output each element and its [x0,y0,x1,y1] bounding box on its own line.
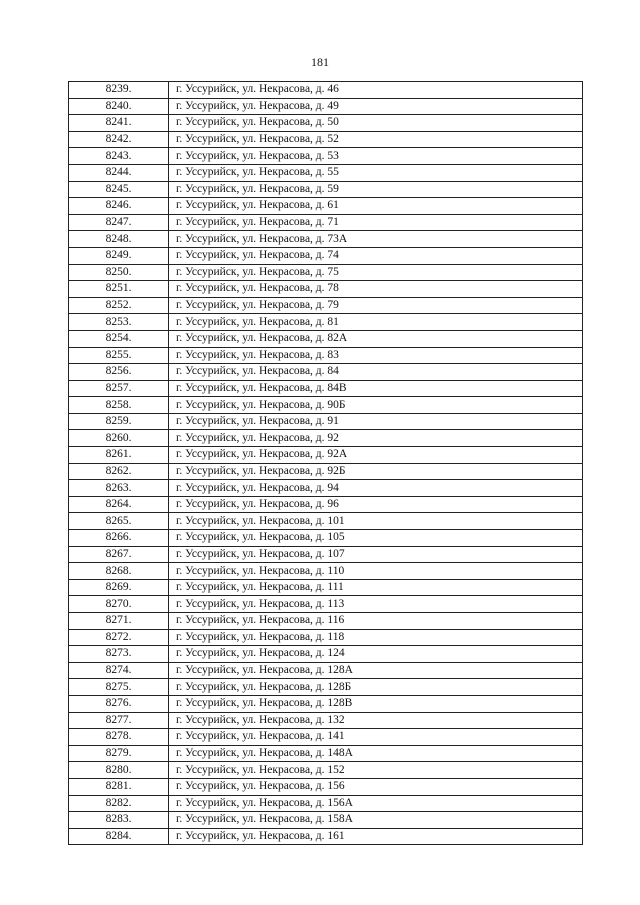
address-cell: г. Уссурийск, ул. Некрасова, д. 92 [169,430,583,447]
table-row [69,247,583,264]
row-number-cell: 8272. [69,629,169,646]
table-row [69,712,583,729]
table-row [69,181,583,198]
address-cell: г. Уссурийск, ул. Некрасова, д. 116 [169,613,583,630]
row-number-cell: 8257. [69,380,169,397]
address-cell: г. Уссурийск, ул. Некрасова, д. 53 [169,148,583,165]
row-number-cell: 8284. [69,828,169,845]
row-number-cell: 8251. [69,281,169,298]
row-number-cell: 8270. [69,596,169,613]
address-cell: г. Уссурийск, ул. Некрасова, д. 128В [169,695,583,712]
table-row [69,762,583,779]
row-number-cell: 8250. [69,264,169,281]
table-row [69,513,583,530]
table-row [69,828,583,845]
table-row [69,264,583,281]
row-number-cell: 8244. [69,164,169,181]
row-number-cell: 8281. [69,778,169,795]
address-cell: г. Уссурийск, ул. Некрасова, д. 71 [169,214,583,231]
address-table [68,81,583,845]
row-number-cell: 8282. [69,795,169,812]
address-cell: г. Уссурийск, ул. Некрасова, д. 113 [169,596,583,613]
row-number-cell: 8260. [69,430,169,447]
address-cell: г. Уссурийск, ул. Некрасова, д. 101 [169,513,583,530]
address-cell: г. Уссурийск, ул. Некрасова, д. 74 [169,247,583,264]
table-row [69,148,583,165]
address-cell: г. Уссурийск, ул. Некрасова, д. 96 [169,496,583,513]
table-row [69,613,583,630]
table-row [69,397,583,414]
address-cell: г. Уссурийск, ул. Некрасова, д. 82А [169,330,583,347]
table-row [69,380,583,397]
row-number-cell: 8267. [69,546,169,563]
table-row [69,447,583,464]
row-number-cell: 8283. [69,812,169,829]
table-row [69,297,583,314]
address-cell: г. Уссурийск, ул. Некрасова, д. 141 [169,729,583,746]
row-number-cell: 8280. [69,762,169,779]
row-number-cell: 8278. [69,729,169,746]
address-cell: г. Уссурийск, ул. Некрасова, д. 128Б [169,679,583,696]
row-number-cell: 8242. [69,131,169,148]
table-row [69,546,583,563]
address-cell: г. Уссурийск, ул. Некрасова, д. 81 [169,314,583,331]
row-number-cell: 8274. [69,662,169,679]
table-row [69,795,583,812]
address-cell: г. Уссурийск, ул. Некрасова, д. 148А [169,745,583,762]
row-number-cell: 8276. [69,695,169,712]
address-cell: г. Уссурийск, ул. Некрасова, д. 49 [169,98,583,115]
table-row [69,413,583,430]
row-number-cell: 8266. [69,530,169,547]
row-number-cell: 8239. [69,82,169,99]
address-cell: г. Уссурийск, ул. Некрасова, д. 55 [169,164,583,181]
address-cell: г. Уссурийск, ул. Некрасова, д. 78 [169,281,583,298]
table-row [69,214,583,231]
table-row [69,314,583,331]
address-cell: г. Уссурийск, ул. Некрасова, д. 110 [169,563,583,580]
address-cell: г. Уссурийск, ул. Некрасова, д. 83 [169,347,583,364]
address-cell: г. Уссурийск, ул. Некрасова, д. 124 [169,646,583,663]
row-number-cell: 8271. [69,613,169,630]
table-row [69,480,583,497]
table-row [69,646,583,663]
table-row [69,530,583,547]
page-number: 181 [311,55,329,69]
table-row [69,198,583,215]
address-cell: г. Уссурийск, ул. Некрасова, д. 92А [169,447,583,464]
row-number-cell: 8269. [69,579,169,596]
address-cell: г. Уссурийск, ул. Некрасова, д. 132 [169,712,583,729]
table-row [69,131,583,148]
row-number-cell: 8249. [69,247,169,264]
row-number-cell: 8241. [69,115,169,132]
table-row [69,563,583,580]
row-number-cell: 8264. [69,496,169,513]
table-row [69,231,583,248]
row-number-cell: 8248. [69,231,169,248]
table-row [69,98,583,115]
row-number-cell: 8268. [69,563,169,580]
table-row [69,596,583,613]
table-row [69,164,583,181]
table-row [69,496,583,513]
table-row [69,82,583,99]
row-number-cell: 8261. [69,447,169,464]
table-row [69,463,583,480]
row-number-cell: 8273. [69,646,169,663]
address-cell: г. Уссурийск, ул. Некрасова, д. 94 [169,480,583,497]
address-cell: г. Уссурийск, ул. Некрасова, д. 73А [169,231,583,248]
table-row [69,330,583,347]
row-number-cell: 8245. [69,181,169,198]
address-table-body [69,82,583,845]
table-row [69,347,583,364]
address-cell: г. Уссурийск, ул. Некрасова, д. 59 [169,181,583,198]
table-row [69,281,583,298]
table-row [69,629,583,646]
table-row [69,812,583,829]
row-number-cell: 8263. [69,480,169,497]
address-cell: г. Уссурийск, ул. Некрасова, д. 91 [169,413,583,430]
table-row [69,679,583,696]
address-cell: г. Уссурийск, ул. Некрасова, д. 50 [169,115,583,132]
row-number-cell: 8247. [69,214,169,231]
table-row [69,430,583,447]
table-row [69,729,583,746]
address-cell: г. Уссурийск, ул. Некрасова, д. 105 [169,530,583,547]
address-cell: г. Уссурийск, ул. Некрасова, д. 52 [169,131,583,148]
address-cell: г. Уссурийск, ул. Некрасова, д. 84В [169,380,583,397]
row-number-cell: 8275. [69,679,169,696]
row-number-cell: 8246. [69,198,169,215]
address-cell: г. Уссурийск, ул. Некрасова, д. 128А [169,662,583,679]
row-number-cell: 8265. [69,513,169,530]
address-cell: г. Уссурийск, ул. Некрасова, д. 118 [169,629,583,646]
row-number-cell: 8253. [69,314,169,331]
row-number-cell: 8256. [69,364,169,381]
address-cell: г. Уссурийск, ул. Некрасова, д. 61 [169,198,583,215]
row-number-cell: 8279. [69,745,169,762]
table-row [69,695,583,712]
row-number-cell: 8252. [69,297,169,314]
table-row [69,778,583,795]
address-cell: г. Уссурийск, ул. Некрасова, д. 111 [169,579,583,596]
address-cell: г. Уссурийск, ул. Некрасова, д. 161 [169,828,583,845]
table-row [69,115,583,132]
row-number-cell: 8240. [69,98,169,115]
address-cell: г. Уссурийск, ул. Некрасова, д. 46 [169,82,583,99]
address-cell: г. Уссурийск, ул. Некрасова, д. 158А [169,812,583,829]
row-number-cell: 8262. [69,463,169,480]
address-cell: г. Уссурийск, ул. Некрасова, д. 156 [169,778,583,795]
row-number-cell: 8277. [69,712,169,729]
address-cell: г. Уссурийск, ул. Некрасова, д. 156А [169,795,583,812]
table-row [69,662,583,679]
table-row [69,364,583,381]
row-number-cell: 8258. [69,397,169,414]
address-cell: г. Уссурийск, ул. Некрасова, д. 152 [169,762,583,779]
address-cell: г. Уссурийск, ул. Некрасова, д. 92Б [169,463,583,480]
table-row [69,745,583,762]
table-row [69,579,583,596]
address-cell: г. Уссурийск, ул. Некрасова, д. 75 [169,264,583,281]
address-cell: г. Уссурийск, ул. Некрасова, д. 107 [169,546,583,563]
row-number-cell: 8255. [69,347,169,364]
row-number-cell: 8243. [69,148,169,165]
address-cell: г. Уссурийск, ул. Некрасова, д. 79 [169,297,583,314]
address-cell: г. Уссурийск, ул. Некрасова, д. 84 [169,364,583,381]
row-number-cell: 8259. [69,413,169,430]
address-cell: г. Уссурийск, ул. Некрасова, д. 90Б [169,397,583,414]
row-number-cell: 8254. [69,330,169,347]
